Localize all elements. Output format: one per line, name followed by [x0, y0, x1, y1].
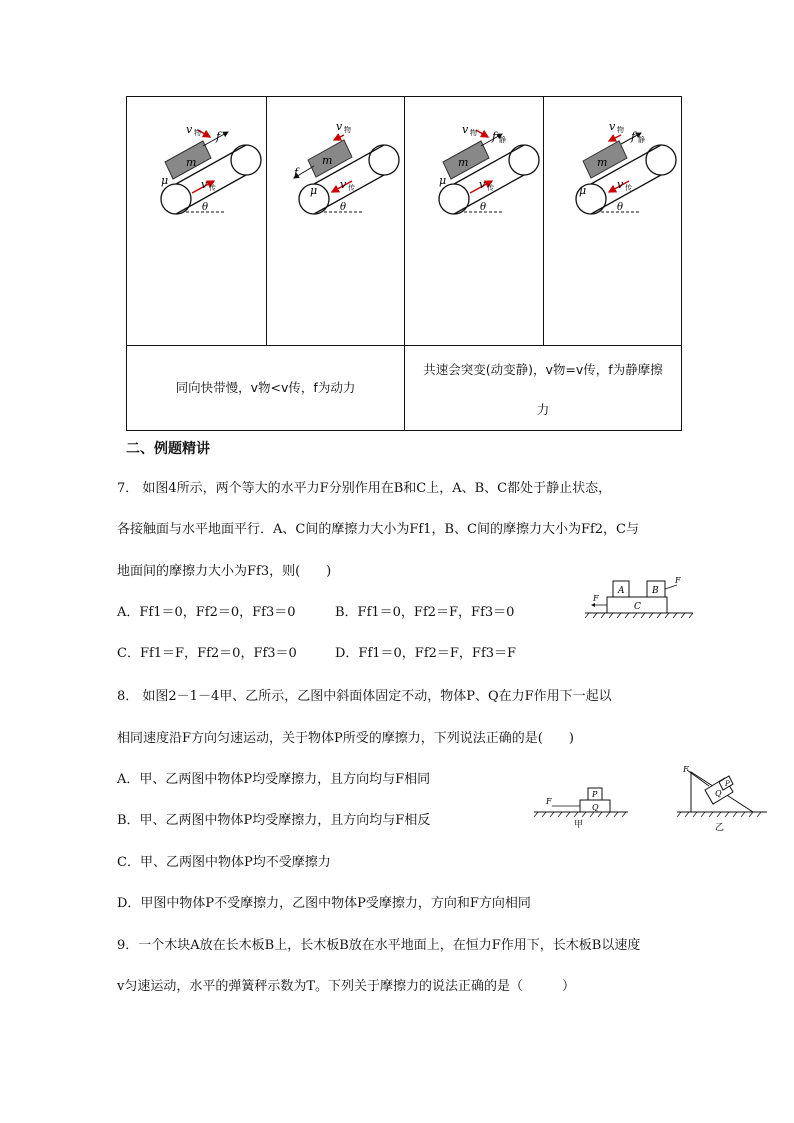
section-title: 二、例题精讲: [126, 441, 210, 457]
svg-text:v: v: [479, 178, 486, 191]
svg-text:θ: θ: [617, 202, 624, 213]
q7-option-c[interactable]: C．Ff1＝F，Ff2＝0，Ff3＝0: [117, 646, 297, 661]
block-c-label: C: [634, 602, 641, 612]
diagram-2: [293, 120, 399, 214]
diagram-1: [161, 123, 261, 214]
q7-option-b[interactable]: B．Ff1＝0，Ff2＝F，Ff3＝0: [335, 605, 515, 620]
q8-option-d[interactable]: D．甲图中物体P不受摩擦力，乙图中物体P受摩擦力，方向和F方向相同: [117, 896, 531, 911]
svg-text:m: m: [597, 156, 608, 169]
q8-option-a[interactable]: A．甲、乙两图中物体P均受摩擦力，且方向均与F相同: [117, 772, 431, 787]
svg-text:m: m: [322, 154, 333, 167]
svg-text:μ: μ: [310, 184, 318, 197]
svg-text:Q: Q: [592, 803, 599, 812]
svg-text:传: 传: [348, 184, 355, 192]
svg-text:传: 传: [209, 184, 216, 192]
q7-line-3: 地面间的摩擦力大小为Ff3，则( ): [117, 564, 332, 579]
q8-line-2: 相同速度沿F方向匀速运动，关于物体P所受的摩擦力，下列说法正确的是( ): [117, 731, 574, 746]
q8-option-c[interactable]: C．甲、乙两图中物体P均不受摩擦力: [117, 855, 331, 870]
q7-option-d[interactable]: D．Ff1＝0，Ff2＝F，Ff3＝F: [335, 646, 517, 661]
svg-text:v: v: [617, 178, 624, 191]
svg-text:物: 物: [470, 129, 477, 137]
svg-text:F: F: [683, 765, 689, 774]
svg-text:F: F: [675, 576, 681, 585]
mu-label-1: μ: [161, 174, 169, 187]
svg-text:v: v: [462, 123, 469, 136]
q8-option-b[interactable]: B．甲、乙两图中物体P均受摩擦力，且方向均与F相反: [117, 813, 431, 828]
v-belt-label-1: v: [201, 178, 208, 191]
block-a-label: A: [618, 586, 625, 596]
svg-text:F: F: [546, 797, 552, 806]
q7-option-a[interactable]: A．Ff1＝0，Ff2＝0，Ff3＝0: [117, 605, 296, 620]
svg-text:f: f: [631, 130, 636, 143]
svg-text:v: v: [340, 178, 347, 191]
q9-line-1: 9．一个木块A放在长木板B上，长木板B放在水平地面上，在恒力F作用下，长木板B以速度: [117, 938, 641, 953]
svg-text:传: 传: [625, 184, 632, 192]
svg-text:f: f: [492, 130, 497, 143]
svg-text:f: f: [294, 166, 299, 179]
q9-line-2: v匀速运动，水平的弹簧秤示数为T。下列关于摩擦力的说法正确的是（ ）: [117, 979, 576, 994]
svg-text:θ: θ: [340, 202, 347, 213]
f-label-1: f: [216, 130, 221, 143]
q8-figure-jia: [532, 780, 632, 832]
svg-text:P: P: [725, 780, 730, 788]
svg-text:θ: θ: [202, 202, 209, 213]
svg-text:θ: θ: [480, 202, 487, 213]
v-obj-label-1: v: [186, 123, 193, 136]
svg-text:Q: Q: [715, 789, 722, 798]
conveyor-diagrams: [126, 96, 681, 246]
svg-text:μ: μ: [439, 174, 447, 187]
svg-text:v: v: [336, 120, 343, 133]
figure-yi-label: 乙: [715, 823, 725, 833]
svg-text:物: 物: [194, 129, 201, 137]
svg-text:传: 传: [487, 184, 494, 192]
q7-figure: [585, 575, 695, 620]
svg-text:物: 物: [617, 126, 624, 134]
caption-left: 同向快带慢，v物<v传，f为动力: [127, 346, 405, 431]
svg-text:物: 物: [344, 126, 351, 134]
svg-text:静: 静: [638, 136, 645, 144]
block-b-label: B: [652, 586, 659, 596]
mass-label-1: m: [186, 156, 197, 169]
diagram-3: [439, 123, 539, 214]
q8-figure-yi: [675, 762, 770, 834]
caption-right: 共速会突变(动变静)，v物=v传，f为静摩擦 力: [405, 346, 682, 431]
q7-line-1: 7． 如图4所示，两个等大的水平力F分别作用在B和C上，A、B、C都处于静止状态，: [117, 481, 612, 496]
q8-line-1: 8． 如图2－1－4甲、乙所示，乙图中斜面体固定不动，物体P、Q在力F作用下一起以: [117, 689, 612, 704]
figure-jia-label: 甲: [574, 820, 584, 830]
diagram-4: [576, 120, 676, 214]
svg-text:m: m: [458, 156, 469, 169]
q7-line-2: 各接触面与水平地面平行．A、C间的摩擦力大小为Ff1，B、C间的摩擦力大小为Ff2，C与: [117, 522, 639, 537]
svg-text:v: v: [609, 120, 616, 133]
svg-text:P: P: [592, 790, 598, 799]
svg-text:μ: μ: [579, 184, 587, 197]
svg-text:F: F: [593, 594, 599, 603]
svg-text:静: 静: [499, 136, 506, 144]
